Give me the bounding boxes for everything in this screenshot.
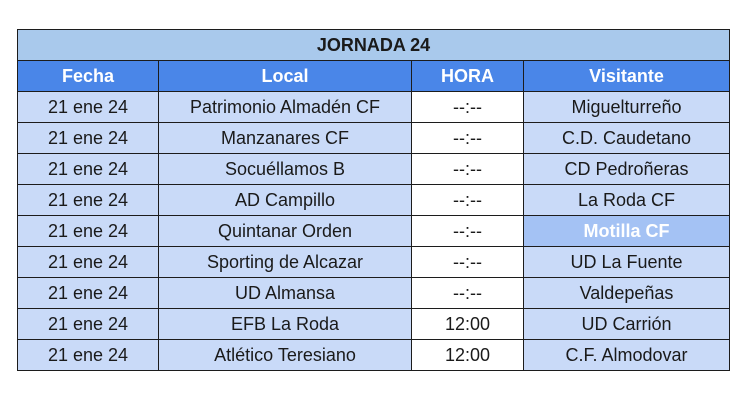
visitante-cell: C.D. Caudetano [524, 123, 730, 154]
table-row [18, 154, 730, 185]
hora-cell: 12:00 [412, 340, 524, 371]
hora-cell: --:-- [412, 185, 524, 216]
header-hora: HORA [412, 61, 524, 92]
fecha-cell: 21 ene 24 [18, 123, 159, 154]
jornada-title: JORNADA 24 [18, 30, 730, 61]
fecha-cell: 21 ene 24 [18, 309, 159, 340]
fecha-cell: 21 ene 24 [18, 278, 159, 309]
table-row [18, 216, 730, 247]
header-row [18, 61, 730, 92]
fecha-cell: 21 ene 24 [18, 154, 159, 185]
visitante-cell: CD Pedroñeras [524, 154, 730, 185]
local-cell: EFB La Roda [159, 309, 412, 340]
fecha-cell: 21 ene 24 [18, 247, 159, 278]
table-row [18, 92, 730, 123]
local-cell: Socuéllamos B [159, 154, 412, 185]
hora-cell: --:-- [412, 92, 524, 123]
header-local: Local [159, 61, 412, 92]
visitante-cell: La Roda CF [524, 185, 730, 216]
hora-cell: --:-- [412, 278, 524, 309]
title-row [18, 30, 730, 61]
local-cell: Manzanares CF [159, 123, 412, 154]
local-cell: Quintanar Orden [159, 216, 412, 247]
local-cell: Sporting de Alcazar [159, 247, 412, 278]
hora-cell: 12:00 [412, 309, 524, 340]
table-row [18, 340, 730, 371]
local-cell: AD Campillo [159, 185, 412, 216]
hora-cell: --:-- [412, 154, 524, 185]
visitante-cell: UD La Fuente [524, 247, 730, 278]
local-cell: UD Almansa [159, 278, 412, 309]
visitante-cell: UD Carrión [524, 309, 730, 340]
hora-cell: --:-- [412, 123, 524, 154]
visitante-cell: Miguelturreño [524, 92, 730, 123]
table-row [18, 278, 730, 309]
visitante-cell-highlighted: Motilla CF [524, 216, 730, 247]
table-row [18, 185, 730, 216]
table-row [18, 309, 730, 340]
fixtures-table [17, 29, 730, 371]
fecha-cell: 21 ene 24 [18, 92, 159, 123]
fecha-cell: 21 ene 24 [18, 340, 159, 371]
header-fecha: Fecha [18, 61, 159, 92]
hora-cell: --:-- [412, 247, 524, 278]
local-cell: Atlético Teresiano [159, 340, 412, 371]
fecha-cell: 21 ene 24 [18, 216, 159, 247]
visitante-cell: C.F. Almodovar [524, 340, 730, 371]
visitante-cell: Valdepeñas [524, 278, 730, 309]
fecha-cell: 21 ene 24 [18, 185, 159, 216]
hora-cell: --:-- [412, 216, 524, 247]
local-cell: Patrimonio Almadén CF [159, 92, 412, 123]
table-row [18, 247, 730, 278]
table-row [18, 123, 730, 154]
header-visitante: Visitante [524, 61, 730, 92]
